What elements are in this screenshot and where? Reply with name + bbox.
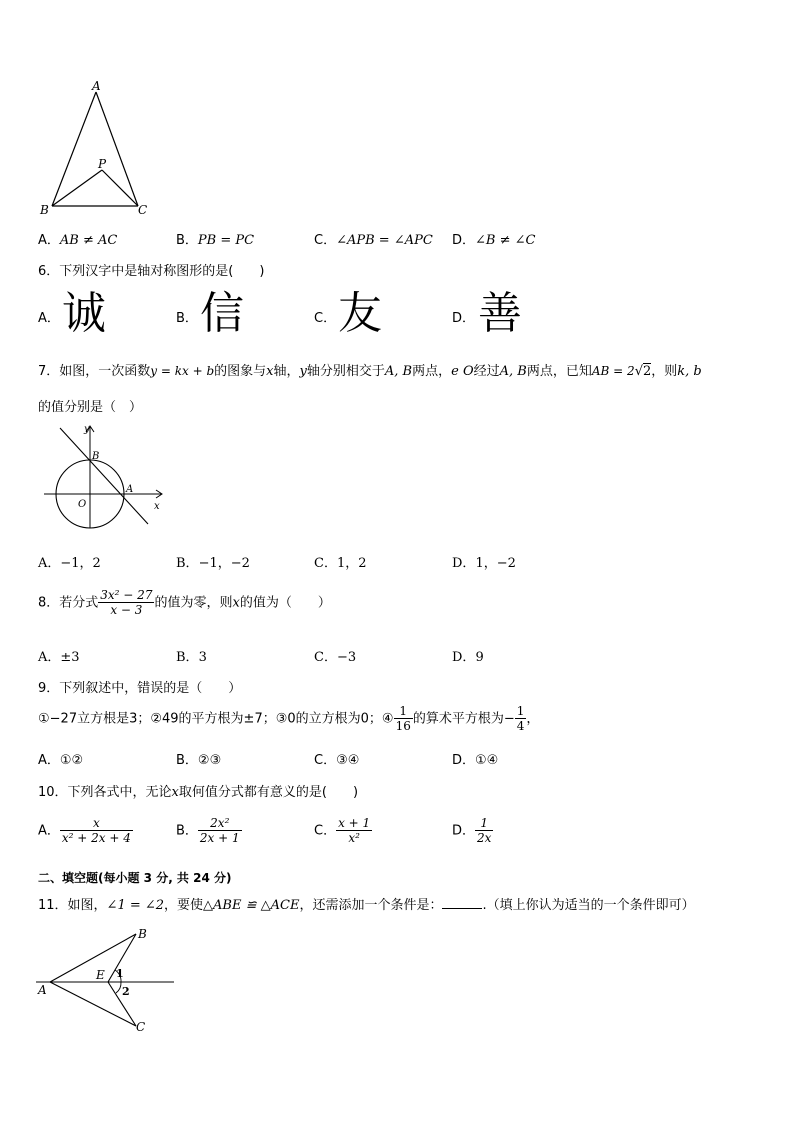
q5-triangle-figure (36, 78, 156, 218)
q9-option-c-text: ③④ (336, 753, 360, 768)
q8-option-c-text: −3 (336, 650, 357, 665)
q11-stem (38, 894, 695, 913)
q7-option-b[interactable] (176, 552, 250, 571)
section-2-title: 二、填空题(每小题 3 分, 共 24 分) (38, 871, 232, 885)
q10-option-b-num: 2x² (198, 816, 242, 831)
q7-option-c[interactable] (314, 552, 367, 571)
q6-option-d-letter[interactable]: D． (452, 311, 476, 326)
q5-option-b-text: PB = PC (197, 233, 255, 248)
q5-option-c-letter: C． (314, 233, 337, 248)
q10-option-c-den: x² (348, 831, 360, 846)
q10-x: x (171, 785, 179, 800)
q8-option-c-letter: C． (314, 650, 337, 665)
q9-option-d-text: ①④ (475, 753, 499, 768)
q10-option-a-letter: A． (38, 823, 60, 839)
q10-option-d[interactable] (452, 816, 493, 846)
q8-option-b-letter: B． (176, 650, 199, 665)
q7-option-b-text: −1，−2 (198, 556, 250, 571)
q7-y: y (299, 364, 307, 379)
q6-option-b-letter[interactable]: B． (176, 311, 198, 326)
q11-label-a: A (38, 983, 47, 997)
q11-figure (36, 924, 186, 1036)
q7-label-x: x (154, 501, 160, 512)
q10-option-c-fraction (336, 816, 372, 846)
q9-fraction-2-den: 4 (516, 719, 525, 734)
q5-option-a-letter: A． (38, 233, 60, 248)
q9-option-c[interactable] (314, 749, 359, 768)
q11-stem-a: 11．如图， (38, 898, 107, 913)
q7-ab2: A, B (499, 364, 527, 379)
q10-option-b-den: 2x + 1 (199, 831, 240, 846)
q5-option-b[interactable] (176, 229, 254, 248)
q5-option-a-text: AB ≠ AC (59, 233, 118, 248)
q8-stem (38, 588, 331, 618)
q9-option-d[interactable] (452, 749, 498, 768)
q8-stem-b: 的值为零，则 (154, 595, 233, 611)
q7-ab-eq: AB = 2 (591, 364, 635, 378)
q6-option-a-char: 诚 (62, 288, 106, 339)
q8-option-d-letter: D． (452, 650, 476, 665)
q11-condition: ∠1 = ∠2 (106, 898, 165, 913)
q6-option-c-letter[interactable]: C． (314, 311, 337, 326)
q8-option-b[interactable] (176, 646, 207, 665)
q5-option-d-letter: D． (452, 233, 476, 248)
q8-option-b-text: 3 (198, 650, 207, 665)
q7-label-b: B (92, 451, 100, 462)
q9-option-b-letter: B． (176, 753, 198, 768)
q9-items-b: 的算术平方根为− (412, 711, 515, 727)
q7-stem-c: 轴， (273, 364, 300, 379)
q10-option-d-fraction (475, 816, 493, 846)
q7-option-d-letter: D． (452, 556, 476, 571)
q6-option-b-char: 信 (200, 288, 244, 339)
q8-option-d-text: 9 (475, 650, 484, 665)
q6-option-a-letter[interactable]: A． (38, 311, 60, 326)
q8-fraction-num: 3x² − 27 (100, 588, 153, 602)
q10-option-b-letter: B． (176, 823, 198, 839)
q11-label-1: 1 (116, 967, 124, 980)
q9-fraction-2 (515, 704, 527, 734)
q10-option-a-den: x² + 2x + 4 (61, 831, 131, 846)
q9-fraction-1-den: 16 (395, 719, 411, 734)
q10-option-c-num: x + 1 (338, 816, 371, 830)
q8-option-a-letter: A． (38, 650, 61, 665)
q8-fraction-den: x − 3 (110, 603, 143, 618)
q7-stem-f: 经过 (473, 364, 500, 379)
q10-stem-b: 取何值分式都有意义的是( ) (178, 785, 359, 800)
q10-option-a[interactable] (38, 816, 133, 846)
q5-option-c[interactable] (314, 229, 433, 248)
q7-sqrt-value: 2 (642, 364, 652, 379)
q10-option-a-fraction (60, 816, 133, 846)
q7-option-d[interactable] (452, 552, 516, 571)
q7-x: x (266, 364, 274, 379)
q11-label-b: B (138, 927, 147, 941)
q7-stem (38, 360, 702, 379)
q9-stem: 9．下列叙述中，错误的是（ ） (38, 681, 242, 696)
q9-option-b-text: ②③ (197, 753, 222, 768)
q8-option-c[interactable] (314, 646, 356, 665)
q7-stem-d: 轴分别相交于 (306, 364, 385, 379)
q11-stem-d: .（填上你认为适当的一个条件即可） (482, 898, 695, 913)
q9-fraction-1 (394, 704, 413, 734)
q10-option-d-letter: D． (452, 823, 476, 839)
q9-option-a-letter: A． (38, 753, 60, 768)
q5-label-a: A (92, 79, 101, 93)
q7-option-d-text: 1，−2 (475, 556, 516, 571)
q7-circle: e O (451, 364, 474, 379)
q11-stem-c: ，还需添加一个条件是： (299, 898, 443, 913)
q5-option-d[interactable] (452, 229, 535, 248)
q7-ab: A, B (384, 364, 413, 379)
q7-stem2: 的值分别是（ ） (38, 400, 143, 415)
q8-fraction (98, 588, 154, 618)
q11-label-c: C (136, 1020, 146, 1034)
q8-option-a-text: ±3 (60, 650, 80, 665)
q11-answer-blank[interactable] (442, 896, 482, 909)
q7-stem-a: 7．如图，一次函数 (38, 364, 151, 379)
q7-formula: y = kx + b (150, 364, 215, 378)
q9-fraction-2-num: 1 (516, 704, 525, 718)
q7-stem-g: 两点，已知 (526, 364, 592, 379)
q6-option-d-char: 善 (478, 288, 522, 339)
q7-sqrt-sign: √ (634, 364, 643, 379)
q7-label-a: A (126, 484, 134, 495)
q9-items (38, 704, 539, 734)
q7-option-a[interactable] (38, 552, 101, 571)
q7-stem-h: ，则 (651, 364, 678, 379)
q5-option-d-text: ∠B ≠ ∠C (475, 233, 536, 248)
q7-kb: k, b (677, 364, 702, 379)
q9-items-a: ①−27立方根是3；②49的平方根为±7；③0的立方根为0；④ (38, 711, 394, 727)
q10-option-c-letter: C． (314, 823, 337, 839)
q9-option-c-letter: C． (314, 753, 337, 768)
q10-stem (38, 781, 358, 800)
q7-option-b-letter: B． (176, 556, 199, 571)
q7-label-y: y (84, 424, 90, 435)
q9-option-a-text: ①② (59, 753, 84, 768)
q5-option-c-text: ∠APB = ∠APC (336, 233, 433, 248)
q9-items-c: ， (526, 711, 540, 727)
q10-option-d-den: 2x (477, 831, 492, 846)
q8-option-d[interactable] (452, 646, 484, 665)
q7-stem-b: 的图象与 (214, 364, 267, 379)
q10-option-c[interactable] (314, 816, 372, 846)
q10-option-d-num: 1 (475, 816, 493, 831)
q10-option-b-fraction (198, 816, 242, 846)
q9-fraction-1-num: 1 (394, 704, 413, 719)
q7-option-a-letter: A． (38, 556, 61, 571)
q7-circle-graph-figure (38, 422, 168, 532)
q10-option-b[interactable] (176, 816, 242, 846)
q5-label-p: P (98, 157, 107, 171)
q10-option-a-num: x (60, 816, 133, 831)
q11-triangles: △ABE ≌ △ACE (203, 898, 300, 913)
q9-option-a[interactable] (38, 749, 83, 768)
q8-option-a[interactable] (38, 646, 80, 665)
q5-label-c: C (138, 203, 148, 217)
q7-stem-e: 两点， (412, 364, 452, 379)
q6-stem: 6．下列汉字中是轴对称图形的是( ) (38, 264, 265, 279)
q5-option-b-letter: B． (176, 233, 198, 248)
q8-stem-c: 的值为（ ） (239, 595, 331, 611)
q6-option-c-char: 友 (338, 288, 382, 339)
q7-option-a-text: −1，2 (60, 556, 101, 571)
q5-label-b: B (40, 203, 49, 217)
q7-option-c-text: 1，2 (336, 556, 367, 571)
q11-label-e: E (96, 968, 105, 982)
q9-option-d-letter: D． (452, 753, 476, 768)
q11-stem-b: ，要使 (164, 898, 204, 913)
q8-stem-a: 8．若分式 (38, 595, 99, 611)
q11-label-2: 2 (122, 985, 130, 998)
q7-option-c-letter: C． (314, 556, 337, 571)
q8-x: x (232, 595, 240, 611)
q7-label-o: O (78, 499, 87, 510)
q10-stem-a: 10．下列各式中，无论 (38, 785, 172, 800)
q9-option-b[interactable] (176, 749, 221, 768)
q5-option-a[interactable] (38, 229, 117, 248)
